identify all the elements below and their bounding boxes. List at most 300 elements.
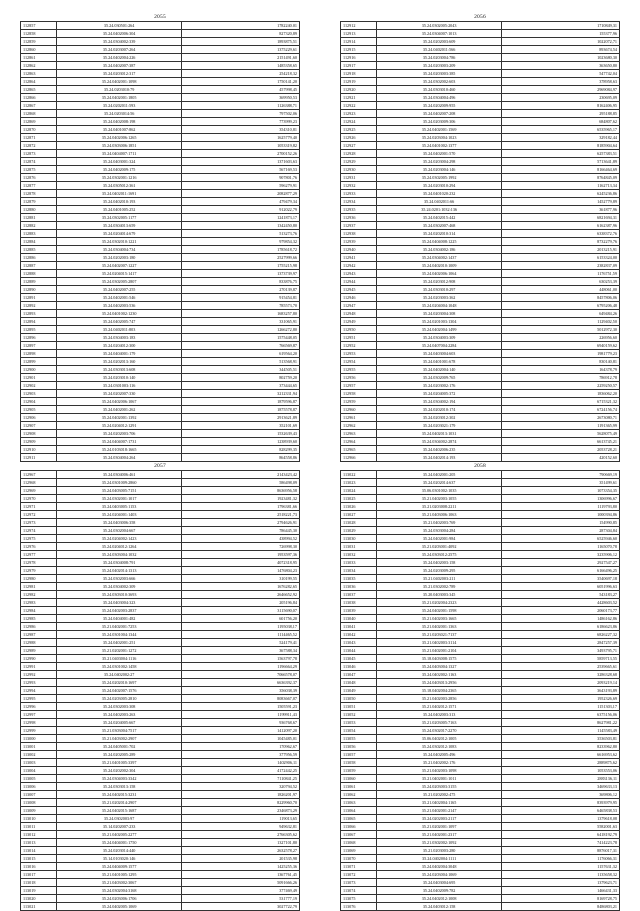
row-number-cell: 112976 [21,543,57,551]
value-cell: 8393979,95 [502,799,620,807]
cadastral-number-cell: 35.21.0402001:2104 [376,647,502,655]
table-row [21,903,300,911]
value-cell: 5012972,30 [502,326,620,334]
cadastral-number-cell: 35.24.0202010:174 [376,406,502,414]
row-number-cell: 112981 [21,583,57,591]
value-cell: 2913621,89 [182,414,300,422]
table-row [341,158,620,166]
row-number-cell: 112957 [341,382,377,390]
cadastral-number-cell: 35.24.0402014:193 [376,454,502,462]
row-number-cell: 112925 [341,126,377,134]
cadastral-number-cell: 35.24.0303004:1032 [56,551,182,559]
cadastral-number-cell: 35.24.0401020:232 [376,190,502,198]
value-cell: 1796381,66 [182,503,300,511]
row-number-cell: 113009 [21,807,57,815]
value-cell: 369806,12 [502,791,620,799]
cadastral-number-cell: 35.21.0401005:1295 [56,871,182,879]
table-row [21,823,300,831]
row-number-cell: 112865 [21,86,57,94]
cadastral-number-cell: 35.24.0203003:362 [376,294,502,302]
cadastral-number-cell: 35.24.0402004:3048 [376,863,502,871]
cadastral-number-cell: 35.21.0402001:7253 [56,623,182,631]
row-number-cell: 112862 [21,62,57,70]
row-number-cell: 112879 [21,198,57,206]
table-row [341,759,620,767]
table-row [21,775,300,783]
table-row [21,839,300,847]
value-cell: 2632578,27 [182,847,300,855]
table-row [341,366,620,374]
value-cell: 6821694,31 [502,214,620,222]
table-row [341,879,620,887]
cadastral-number-cell: 35.21.0402003:1055 [376,495,502,503]
cadastral-number-cell: 35.24.0404001:1750 [56,839,182,847]
cadastral-number-cell: 35.24.0402011:566 [376,46,502,54]
cadastral-number-cell: 35.21.0202001:1097 [376,823,502,831]
cadastral-number-cell: 35.24.0204001:1403 [56,511,182,519]
cadastral-number-cell: 35.24.0404008:1225 [376,238,502,246]
cadastral-number-cell: 35.24.0304002:186 [376,246,502,254]
row-number-cell: 112875 [21,166,57,174]
cadastral-number-cell: 35.24.0402006:1265 [56,134,182,142]
row-number-cell: 113034 [341,567,377,575]
table-row [341,174,620,182]
value-cell: 2013215,91 [502,246,620,254]
row-number-cell: 113073 [341,879,377,887]
value-cell: 1412097,20 [182,727,300,735]
table-row [341,22,620,30]
value-cell: 524179,41 [182,639,300,647]
table-row [21,559,300,567]
cadastral-number-cell: 35.24.0202011:593 [56,102,182,110]
row-number-cell: 113027 [341,511,377,519]
cadastral-number-cell: 35.24.0401007:862 [56,126,182,134]
cadastral-number-cell: 35.24.0204012:1291 [56,422,182,430]
cadastral-number-cell: 35.24.0402004:1499 [376,326,502,334]
value-cell: 1755215,98 [182,262,300,270]
value-cell: 155377,96 [502,30,620,38]
row-number-cell: 112860 [21,46,57,54]
table-row [341,230,620,238]
value-cell: 949632,81 [182,823,300,831]
cadastral-number-cell: 35.24.0402001:546 [56,294,182,302]
value-cell: 1196664,29 [182,663,300,671]
row-number-cell: 112975 [21,535,57,543]
cadastral-number-cell: 35.24.0403004:1327 [376,663,502,671]
table-row [21,727,300,735]
row-number-cell: 112859 [21,38,57,46]
row-number-cell: 113007 [21,791,57,799]
cadastral-number-cell: 35.24.0202003:2117 [376,815,502,823]
value-cell: 1053553,06 [502,767,620,775]
table-row [341,310,620,318]
row-number-cell: 112955 [341,366,377,374]
row-number-cell: 113018 [21,879,57,887]
cadastral-number-cell: 35.24.0403005:1153 [56,503,182,511]
value-cell: 830140,81 [502,358,620,366]
table-row [341,342,620,350]
table-row [341,278,620,286]
row-number-cell: 113053 [341,719,377,727]
table-row [341,286,620,294]
cadastral-number-cell: 35.24.0304007:1013 [376,30,502,38]
table-row [21,430,300,438]
value-cell: 438994,52 [182,535,300,543]
table-row [341,903,620,911]
cadastral-number-cell: 35.24.0202009:955 [376,102,502,110]
table-row [341,847,620,855]
table-row [21,302,300,310]
cadastral-number-cell: 35.24.0203005:2810 [56,695,182,703]
cadastral-number-cell: 35.24.0403004:695 [376,879,502,887]
row-number-cell: 112983 [21,599,57,607]
cadastral-number-cell: 35.24.0402009:175 [56,166,182,174]
row-number-cell: 112931 [341,174,377,182]
table-row [21,150,300,158]
cadastral-number-cell: 35.24.0402001:570 [376,150,502,158]
row-number-cell: 112902 [21,382,57,390]
value-cell: 1129402,50 [502,318,620,326]
value-cell: 2143423,42 [182,471,300,479]
table-row [21,735,300,743]
value-cell: 8162406,95 [502,102,620,110]
value-cell: 1373739,97 [182,270,300,278]
table-row [21,527,300,535]
cadastral-number-cell: 35.24.0402001:1598 [376,607,502,615]
row-number-cell: 113029 [341,527,377,535]
cadastral-number-cell: 35.24.0404007:1731 [56,438,182,446]
table-row [341,551,620,559]
table-row [341,30,620,38]
row-number-cell: 112890 [21,286,57,294]
row-number-cell: 113022 [341,471,377,479]
table-row [341,559,620,567]
row-number-cell: 112900 [21,366,57,374]
value-cell: 1750141,20 [182,78,300,86]
table-row [21,102,300,110]
cadastral-number-cell: 35.24.0402003:158 [376,559,502,567]
table-row [341,591,620,599]
cadastral-number-cell: 35.24.0203012:302 [376,414,502,422]
table-row [341,495,620,503]
table-row [21,815,300,823]
row-number-cell: 113019 [21,887,57,895]
cadastral-number-cell: 35.24.0405001:702 [56,743,182,751]
row-number-cell: 112980 [21,575,57,583]
value-cell: 373444,65 [182,382,300,390]
cadastral-number-cell: 35.24.0403004:323 [56,599,182,607]
row-number-cell: 112872 [21,142,57,150]
cadastral-number-cell: 35.24.0402011:803 [56,326,182,334]
cadastral-number-cell: 35.24.0402008:198 [56,118,182,126]
value-cell: 8457806,06 [502,294,620,302]
table-row [341,166,620,174]
cadastral-number-cell: 35.24.0203012:908 [376,278,502,286]
table-row [21,22,300,30]
value-cell: 352101,69 [182,422,300,430]
table-panel-2055 [20,14,300,462]
cadastral-number-cell: 35.21.0402004:1165 [376,799,502,807]
value-cell: 567169,53 [182,166,300,174]
row-number-cell: 113051 [341,703,377,711]
row-number-cell: 112988 [21,639,57,647]
table-row [341,382,620,390]
cadastral-number-cell: 35.24.0203012:317 [56,70,182,78]
cadastral-number-cell: 35.24.0201003:1304 [376,318,502,326]
value-cell: 5628075,49 [502,430,620,438]
value-cell: 601756,20 [182,615,300,623]
value-cell: 6166496,25 [502,567,620,575]
row-number-cell: 113004 [21,767,57,775]
table-row [21,222,300,230]
value-cell: 979854,32 [182,238,300,246]
row-number-cell: 113000 [21,735,57,743]
value-cell: 1826201,97 [182,791,300,799]
cadastral-number-cell: 35.24.0204002:1423 [56,535,182,543]
row-number-cell: 113002 [21,751,57,759]
row-number-cell: 112999 [21,727,57,735]
row-number-cell: 113076 [341,903,377,911]
table-row [21,711,300,719]
value-cell: 1367761,45 [182,871,300,879]
row-number-cell: 113035 [341,575,377,583]
row-number-cell: 112918 [341,70,377,78]
cadastral-number-cell: 35.24.0402005:1069 [56,903,182,911]
table-row [21,262,300,270]
cadastral-number-cell: 35.24.0203009:306 [376,118,502,126]
cadastral-number-cell: 35.24.0402015:1687 [56,807,182,815]
value-cell: 726998,30 [182,543,300,551]
table-row [21,487,300,495]
row-number-cell: 113063 [341,799,377,807]
row-number-cell: 113058 [341,759,377,767]
value-cell: 6535965,17 [502,126,620,134]
value-cell: 1119793,80 [502,503,620,511]
value-cell: 119013,65 [182,815,300,823]
table-row [341,639,620,647]
row-number-cell: 113020 [21,895,57,903]
cadastral-number-cell: 35.21.0202004:2323 [376,599,502,607]
table-row [341,102,620,110]
table-row [341,655,620,663]
value-cell: 1022072,71 [502,38,620,46]
value-cell: 363650,80 [502,62,620,70]
row-number-cell: 113041 [341,623,377,631]
value-cell: 786445,30 [182,527,300,535]
cadastral-number-cell: 35.24.0302005:1177 [56,214,182,222]
cadastral-number-cell: 35.24.0303012:2575 [376,551,502,559]
row-number-cell: 112979 [21,567,57,575]
cadastral-number-cell: 35.24.0302001:1216 [56,174,182,182]
cadastral-number-cell: 35.24.0202003:609 [376,38,502,46]
value-cell: 3536503,81 [502,735,620,743]
cadastral-number-cell: 35.24.0404009:1577 [56,863,182,871]
cadastral-number-cell: 35.24.0304003:3342 [56,775,182,783]
value-cell: 1893875,51 [182,38,300,46]
row-number-cell: 112898 [21,350,57,358]
value-cell: 351499,61 [502,479,620,487]
table-row [341,775,620,783]
cadastral-number-cell: 35.24.0402012:1008 [376,895,502,903]
table-row [21,94,300,102]
row-number-cell: 112861 [21,54,57,62]
row-number-cell: 112874 [21,158,57,166]
cadastral-number-cell: 35.24.0204005:372 [376,390,502,398]
value-cell: 6613745,21 [502,438,620,446]
value-cell: 2093219,14 [502,679,620,687]
table-row [21,791,300,799]
cadastral-number-cell: 35.18.0402004:2365 [376,687,502,695]
cadastral-number-cell: 35.24.0304002:339 [56,38,182,46]
table-row [341,94,620,102]
value-cell: 3115690,07 [182,607,300,615]
value-cell: 1676282,65 [182,583,300,591]
cadastral-number-cell: 35.24.0402013:1031 [376,430,502,438]
cadastral-number-cell: 35.24.0402010:1009 [376,262,502,270]
value-cell: 1683257,80 [182,310,300,318]
table-row [341,358,620,366]
value-cell: 1379618,08 [502,815,620,823]
row-number-cell: 112914 [341,38,377,46]
value-cell: 785573,70 [182,302,300,310]
table-row [341,679,620,687]
value-cell: 8764845,09 [502,174,620,182]
row-number-cell: 112961 [341,414,377,422]
table-row [21,599,300,607]
value-cell: 786912,78 [502,374,620,382]
row-number-cell: 112884 [21,238,57,246]
table-row [21,543,300,551]
value-cell: 8185904,64 [502,142,620,150]
cadastral-number-cell: 35.24.0402005:496 [376,751,502,759]
cadastral-number-cell: 35.24.0402001:262 [56,406,182,414]
value-cell: 1452779,89 [502,198,620,206]
table-row [341,182,620,190]
row-number-cell: 112970 [21,495,57,503]
value-cell: 164378,79 [502,366,620,374]
table-row [341,446,620,454]
table-row [341,687,620,695]
table-row [341,110,620,118]
row-number-cell: 112864 [21,78,57,86]
row-number-cell: 113021 [21,903,57,911]
row-number-cell: 112954 [341,358,377,366]
table-row [341,414,620,422]
value-cell: 8229960,70 [182,799,300,807]
value-cell: 936768,67 [182,719,300,727]
cadastral-number-cell: 35.24.030501:264 [56,22,182,30]
value-cell: 1486162,86 [502,615,620,623]
cadastral-number-cell: 35.06.0301002:1035 [376,487,502,495]
cadastral-number-cell: 35.24.0204014:679 [56,230,182,238]
row-number-cell: 112932 [341,182,377,190]
table-row [21,118,300,126]
value-cell: 1923481,32 [182,495,300,503]
row-number-cell: 112857 [21,22,57,30]
row-number-cell: 113042 [341,631,377,639]
table-row [341,430,620,438]
cadastral-number-cell: 35.24.0402010:193 [56,198,182,206]
cadastral-number-cell: 35.21.0203001:4092 [376,543,502,551]
cadastral-number-cell: 35.24.0204012:300 [56,342,182,350]
cadastral-number-cell: 35.24.0402006:235 [376,446,502,454]
cadastral-number-cell: 35.24.0103018:1665 [56,446,182,454]
value-cell: 1379623,71 [502,879,620,887]
table-row [341,70,620,78]
row-number-cell: 112949 [341,318,377,326]
cadastral-number-cell: 35.24.0203010:294 [376,182,502,190]
row-number-cell: 112866 [21,94,57,102]
value-cell: 1162713,34 [502,182,620,190]
row-number-cell: 112977 [21,551,57,559]
cadastral-number-cell: 35.24.0202007:330 [56,390,182,398]
row-number-cell: 112909 [21,438,57,446]
table-row [21,647,300,655]
cadastral-number-cell: 35.21.0203003:280 [376,847,502,855]
cadastral-number-cell: 35.24.0401001:678 [376,358,502,366]
page-number: 2058 [474,463,486,469]
value-cell: 356038,39 [182,687,300,695]
cadastral-number-cell: 35.24.0304002:194 [376,398,502,406]
table-row [21,687,300,695]
value-cell: 1836062,20 [502,390,620,398]
value-cell: 2883136,11 [502,775,620,783]
table-row [341,246,620,254]
value-cell: 3493795,71 [502,647,620,655]
table-row [21,471,300,479]
row-number-cell: 112897 [21,342,57,350]
table-row [21,703,300,711]
value-cell: 8486803,21 [502,903,620,911]
value-cell: 329182,44 [502,134,620,142]
value-cell: 420152,60 [502,454,620,462]
value-cell: 547742,04 [502,70,620,78]
cadastral-number-cell: 35.24.0203003:3155 [376,783,502,791]
row-number-cell: 112867 [21,102,57,110]
cadastral-number-cell: 35.24.0402001:984 [376,535,502,543]
table-row [21,406,300,414]
row-number-cell: 113037 [341,591,377,599]
row-number-cell: 112985 [21,615,57,623]
table-row [21,615,300,623]
cadastral-number-cell: 35.24.0202003:706 [56,430,182,438]
table-row [21,182,300,190]
table-row [341,823,620,831]
row-number-cell: 112982 [21,591,57,599]
table-row [21,551,300,559]
table-row [21,286,300,294]
table-row [21,807,300,815]
table-row [21,607,300,615]
cadastral-number-cell: 35.24.0403006:358 [56,519,182,527]
row-number-cell: 112993 [21,679,57,687]
cadastral-number-cell: 35.24.0202005:289 [56,751,182,759]
table-row [341,599,620,607]
cadastral-number-cell: 35.21.0403006:1063 [376,511,502,519]
row-number-cell: 112927 [341,142,377,150]
value-cell: 3212331,94 [182,390,300,398]
value-cell: 4428603,52 [502,599,620,607]
table-row [341,855,620,863]
cadastral-number-cell: 35.24.0203021:179 [376,422,502,430]
table-row [21,743,300,751]
cadastral-number-cell: 35.24.0304002:309 [56,583,182,591]
table-row [341,831,620,839]
value-cell: 1625779,40 [182,134,300,142]
table-row [21,759,300,767]
cadastral-number-cell: 35.24.0304008:791 [56,559,182,567]
row-number-cell: 112996 [21,703,57,711]
